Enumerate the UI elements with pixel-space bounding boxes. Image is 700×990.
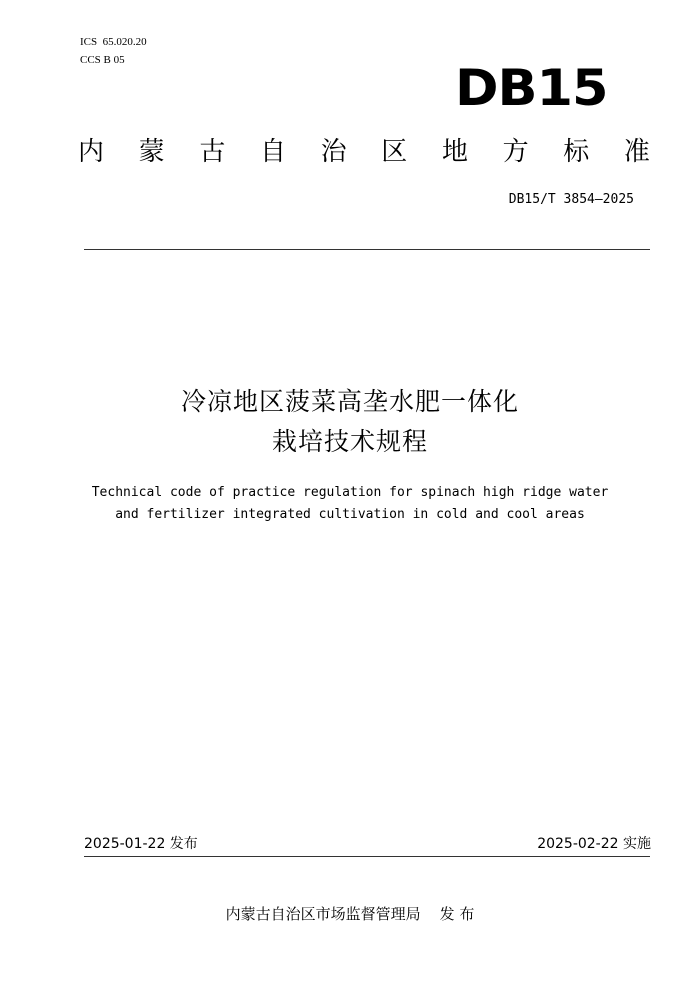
- chinese-title-line-2: 栽培技术规程: [271, 427, 428, 456]
- english-title-line-2: and fertilizer integrated cultivation in cold and cool areas: [115, 507, 585, 522]
- standard-type-char: 内: [78, 137, 105, 167]
- ics-code: ICS 65.020.20: [80, 36, 147, 48]
- chinese-title-line-1: 冷凉地区菠菜高垄水肥一体化: [180, 387, 519, 416]
- standard-type-char: 方: [502, 137, 529, 167]
- db15-logo: DB15: [455, 59, 608, 117]
- standard-type-char: 自: [259, 137, 286, 167]
- standard-type-char: 蒙: [138, 137, 165, 167]
- standard-type-char: 地: [441, 137, 468, 167]
- standard-number: DB15/T 3854—2025: [508, 192, 634, 207]
- standard-type-char: 治: [320, 137, 347, 167]
- top-divider: [84, 249, 650, 250]
- publisher: 内蒙古自治区市场监督管理局 发 布: [225, 905, 475, 923]
- standard-type-char: 古: [199, 137, 226, 167]
- standard-type-char: 准: [623, 137, 650, 167]
- english-title-line-1: Technical code of practice regulation for spinach high ridge water: [91, 485, 609, 500]
- standard-type-char: 区: [381, 137, 408, 167]
- issue-date: 2025-01-22 发布: [84, 836, 198, 852]
- implementation-date: 2025-02-22 实施: [537, 836, 651, 852]
- standard-type-title: [78, 135, 650, 169]
- standard-type-char: 标: [563, 137, 590, 167]
- bottom-divider: [84, 856, 650, 857]
- ccs-code: CCS B 05: [80, 54, 125, 66]
